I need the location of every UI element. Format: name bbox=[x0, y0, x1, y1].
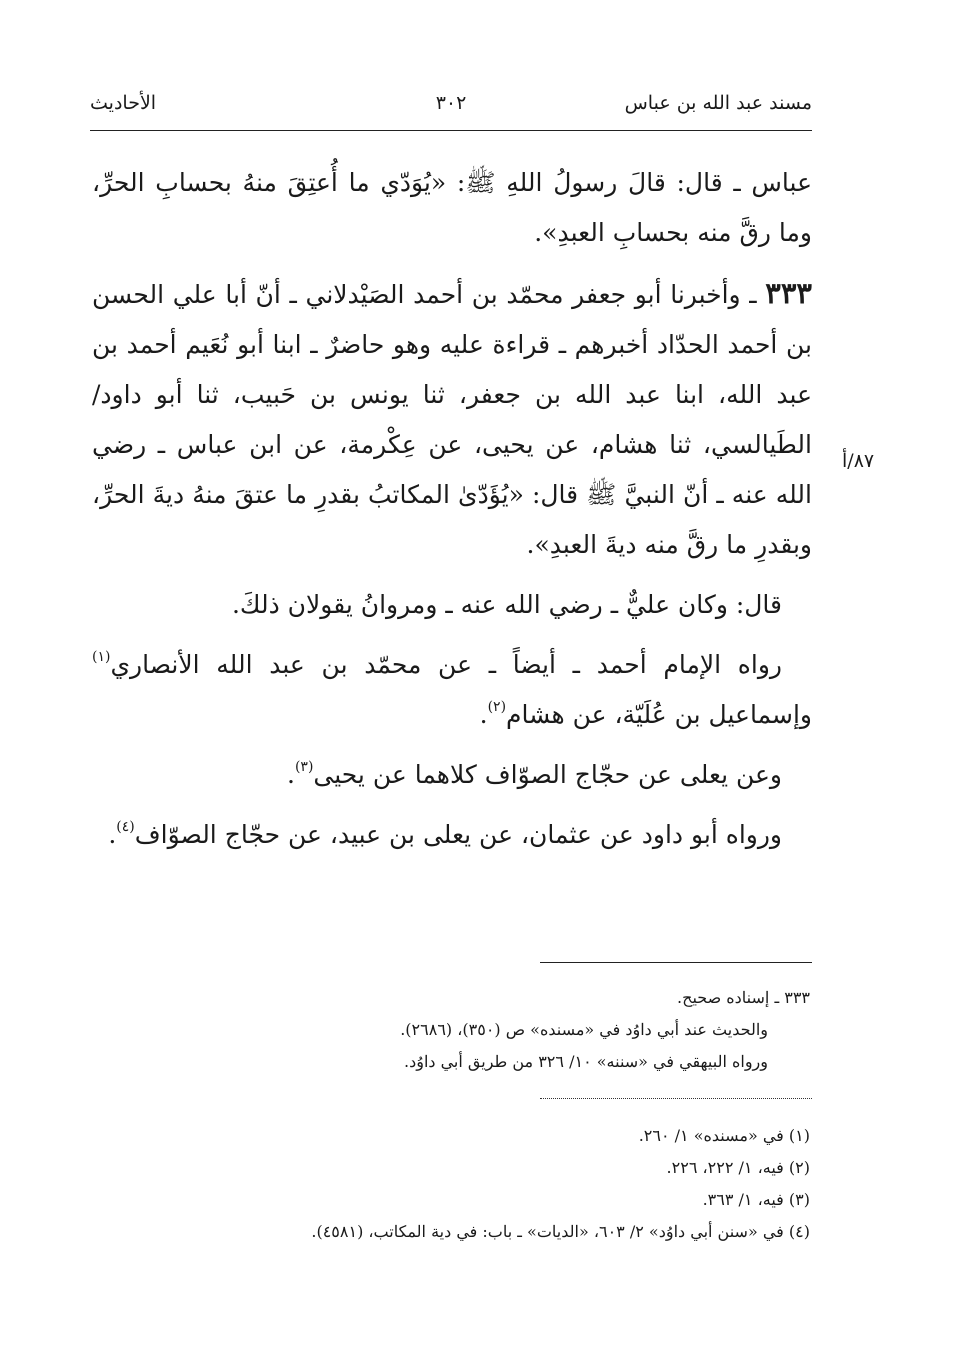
footnote-ref-1: (١) bbox=[92, 649, 111, 665]
commentary-line: ٣٣٣ ـ إسناده صحيح. bbox=[677, 988, 810, 1007]
commentary-rule bbox=[540, 962, 812, 963]
commentary-line: والحديث عند أبي داوُد في «مسنده» ص (٣٥٠)، (٢٦٨٦). bbox=[400, 1020, 768, 1039]
paragraph-continuation: عباس ـ قال: قالَ رسولُ اللهِ ﷺ: «يُوَدّي ما أُعتِقَ منهُ بحسابِ الحرِّ، وما رقَّ منه بحسابِ العبدِ». bbox=[92, 168, 812, 247]
hadith-paragraph bbox=[92, 268, 812, 570]
commentary-line: ورواه البيهقي في «سننه» ١٠/ ٣٢٦ من طريق أبي داوُد. bbox=[404, 1052, 768, 1071]
footnote-3: (٣) فيه، ١/ ٣٦٣. bbox=[702, 1190, 810, 1209]
footnotes bbox=[150, 1120, 810, 1248]
running-header bbox=[90, 92, 812, 128]
commentary bbox=[250, 982, 810, 1078]
footnote-ref-4: (٤) bbox=[116, 819, 135, 835]
hadith-number: ٣٣٣ bbox=[765, 276, 812, 310]
hadith-text: ـ وأخبرنا أبو جعفر محمّد بن أحمد الصَيْدلاني ـ أنّ أبا علي الحسن بن أحمد الحدّاد أخبرهم ـ قراءة عليه وهو حاضرٌ ـ ابنا أبو نُعَيم أحمد بن عبد الله، ابنا عبد الله بن جعفر، ثنا يونس بن حَبيب، ثنا أبو داود/ الطَيالسي، ثنا هشام، عن يحيى، عن عِكْرمة، عن ابن عباس ـ رضي الله عنه ـ أنّ النبيَّ ﷺ قال: «يُؤَدّىٰ المكاتبُ بقدرِ ما عتقَ منهُ ديةَ الحرِّ، وبقدرِ ما رقَّ منه ديةَ العبدِ». bbox=[92, 280, 812, 559]
paragraph-narration-ahmad: رواه الإمام أحمد ـ أيضاً ـ عن محمّد بن عبد الله الأنصاري$^{(١)}$ وإسماعيل بن عُلَيّة، عن هشام$^{(٢)}$. bbox=[92, 649, 812, 729]
footnote-1: (١) في «مسنده» ١/ ٢٦٠. bbox=[638, 1126, 810, 1145]
footnote-ref-2: (٢) bbox=[487, 699, 507, 715]
manuscript-folio-note: ٨٧/أ bbox=[842, 450, 875, 472]
header-rule bbox=[90, 130, 812, 131]
book-title: مسند عبد الله بن عباس bbox=[624, 92, 812, 114]
footnote-ref-3: (٣) bbox=[294, 759, 314, 775]
section-title: الأحاديث bbox=[90, 92, 157, 114]
main-text bbox=[92, 158, 812, 870]
page-number: ٣٠٢ bbox=[435, 92, 467, 114]
paragraph-narration-yala: وعن يعلى عن حجّاج الصوّاف كلاهما عن يحيى$^{(٣)}$. bbox=[286, 759, 782, 789]
footnotes-rule bbox=[540, 1098, 812, 1099]
paragraph-narration-abudawud: ورواه أبو داود عن عثمان، عن يعلى بن عبيد، عن حجّاج الصوّاف$^{(٤)}$. bbox=[108, 819, 782, 849]
footnote-2: (٢) فيه، ١/ ٢٢٢، ٢٢٦. bbox=[666, 1158, 810, 1177]
footnote-4: (٤) في «سنن أبي داوُد» ٢/ ٦٠٣، «الديات» ـ باب: في دية المكاتب، (٤٥٨١). bbox=[311, 1222, 810, 1241]
paragraph-statement: قال: وكان عليٌّ ـ رضي الله عنه ـ ومروانُ يقولان ذلكَ. bbox=[231, 590, 782, 619]
